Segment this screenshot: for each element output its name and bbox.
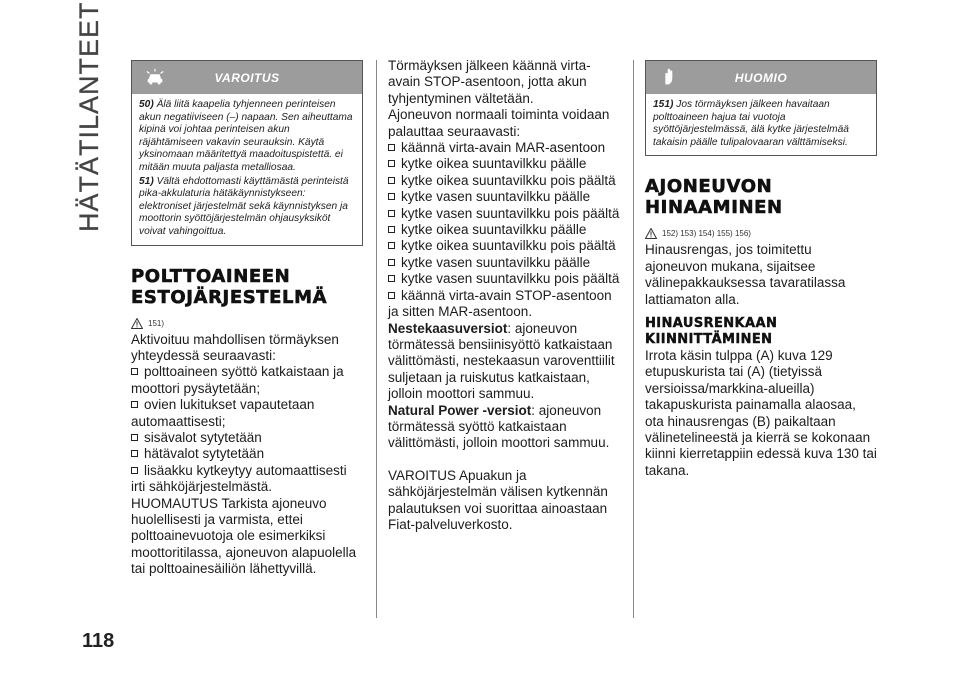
column-1 [131, 58, 363, 578]
warning-triangle-icon [645, 228, 657, 239]
list-item: kytke vasen suuntavilkku pois päältä [388, 206, 620, 222]
column-divider [376, 60, 377, 618]
list-item: käännä virta-avain MAR-asentoon [388, 140, 620, 156]
warning-text: VAROITUS Apuakun ja sähköjärjestelmän välisen kytkennän palautuksen voi suorittaa ainoastaan Fiat-palveluverkosto. [388, 467, 608, 532]
list-item: polttoaineen syöttö katkaistaan ja moottori pysäytetään; [131, 364, 344, 396]
note-item: 151) Jos törmäyksen jälkeen havaitaan polttoaineen hajua tai vuotoja syöttöjärjestelmässä, älä kytke järjestelmää takaisin päälle tulipalovaaran välttämiseksi. [653, 99, 849, 148]
body-text: Irrota käsin tulppa (A) kuva 129 etupuskurista tai (A) (tietyissä versioissa/markkina-alueilla) takapuskurista painamalla alaosaa, ota hinausrengas (B) paikaltaan välinetelineestä ja kierrä se kokonaan kiinni kierretappiin edessä kuva 130 tai takana. [645, 348, 877, 478]
hand-warning-icon [658, 66, 680, 88]
note-box-header [646, 61, 876, 94]
section-tab: HÄTÄTILANTEET [74, 1, 104, 232]
list-item: kytke oikea suuntavilkku pois päältä [388, 238, 620, 254]
list-item: kytke vasen suuntavilkku päälle [388, 255, 620, 271]
list-item: kytke oikea suuntavilkku päälle [388, 156, 620, 172]
section-heading: POLTTOAINEEN ESTOJÄRJESTELMÄ [131, 265, 328, 308]
list-item: käännä virta-avain STOP-asentoon ja sitten MAR-asentoon. [388, 287, 612, 320]
list-item: kytke vasen suuntavilkku pois päältä [388, 271, 620, 287]
reference-markers: 152) 153) 154) 155) 156) [645, 228, 877, 239]
section-heading: AJONEUVON HINAAMINEN [645, 176, 783, 219]
intro-text: Törmäyksen jälkeen käännä virta-avain STOP-asentoon, jotta akun tyhjentyminen vältetään. [388, 58, 591, 106]
warning-box [131, 60, 363, 246]
warning-triangle-icon [131, 318, 143, 329]
note-box [645, 60, 877, 156]
page-number: 118 [82, 630, 115, 652]
warning-box-title: VAROITUS [214, 70, 280, 85]
note-box-body [646, 94, 876, 155]
intro-text-2: Ajoneuvon normaali toiminta voidaan palauttaa seuraavasti: [388, 107, 610, 139]
column-2 [388, 58, 620, 533]
note-box-title: HUOMIO [734, 70, 788, 85]
natural-power-paragraph: Natural Power -versiot: ajoneuvon törmätessä syöttö katkaistaan välittömästi, jolloin moottori sammuu. [388, 402, 610, 451]
warning-box-body [132, 94, 362, 245]
list-item: kytke oikea suuntavilkku pois päältä [388, 173, 620, 189]
list-item: sisävalot sytytetään [131, 430, 363, 446]
list-item: ovien lukitukset vapautetaan automaattisesti; [131, 397, 315, 429]
subsection-heading: HINAUSRENKAAN KIINNITTÄMINEN [645, 316, 778, 347]
caution-text: HUOMAUTUS Tarkista ajoneuvo huolellisesti ja varmista, ettei polttoainevuotoja ole esimerkiksi moottoritilassa, ajoneuvon alapuolella tai polttoainesäiliön lähettyvillä. [131, 495, 357, 577]
car-warning-icon [144, 66, 166, 88]
reference-markers: 151) [131, 318, 363, 329]
column-divider [633, 60, 634, 618]
list-item: lisäakku kytkeytyy automaattisesti irti sähköjärjestelmästä. [131, 462, 347, 495]
lpg-paragraph: Nestekaasuversiot: ajoneuvon törmätessä bensiinisyöttö katkaistaan välittömästi, nestekaasun varoventtiilit suljetaan ja ruiskutus katkaistaan, jolloin moottori sammuu. [388, 320, 615, 402]
warning-item: 50) Älä liitä kaapelia tyhjenneen perinteisen akun negatiiviseen (–) napaan. Sen aiheuttama kipinä voi johtaa perinteisen akun räjähtämiseen vakavin seurauksin. Käytä yksinomaan määritettyä maadoituspistettä. ei mitään muuta paljasta metalliosaa. [139, 99, 353, 173]
list-item: kytke oikea suuntavilkku päälle [388, 222, 620, 238]
list-item: kytke vasen suuntavilkku päälle [388, 189, 620, 205]
intro-text: Aktivoituu mahdollisen törmäyksen yhteydessä seuraavasti: [131, 331, 339, 363]
warning-item: 51) Vältä ehdottomasti käyttämästä perinteistä pika-akkulaturia hätäkäynnistykseen: elektroniset järjestelmät sekä käynnistyksen ja moottorin syöttöjärjestelmän ohjausyksiköt voivat vahingoittua. [139, 175, 349, 237]
list-item: hätävalot sytytetään [131, 446, 363, 462]
warning-box-header [132, 61, 362, 94]
column-3 [645, 58, 877, 479]
intro-text: Hinausrengas, jos toimitettu ajoneuvon mukana, sijaitsee välinepakkauksessa tavaratilassa lattiamaton alla. [645, 242, 846, 307]
